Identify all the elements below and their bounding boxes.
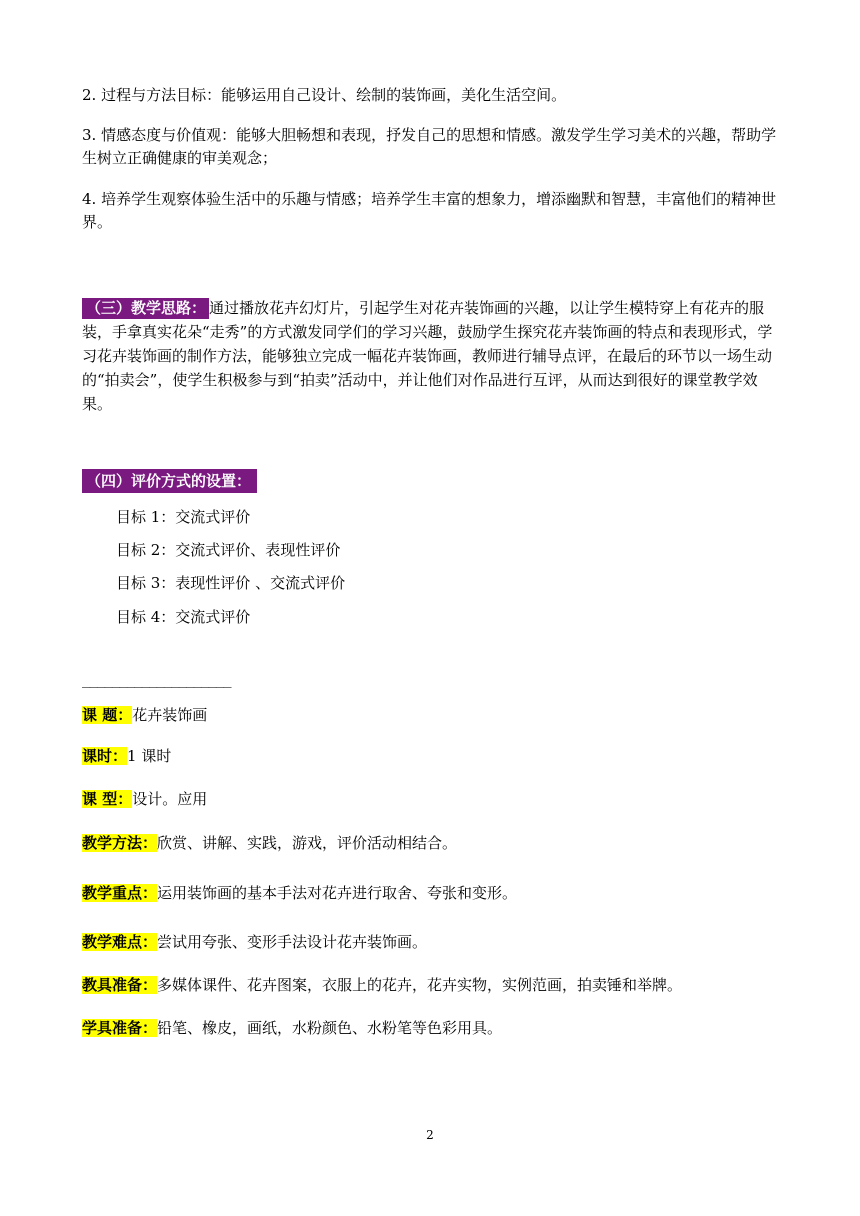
objective-item-3: 3. 情感态度与价值观：能够大胆畅想和表现，抒发自己的思想和情感。激发学生学习美术的兴趣，帮助学生树立正确健康的审美观念；: [82, 126, 777, 167]
evaluation-goal-3: 目标 3：表现性评价 、交流式评价: [116, 574, 346, 592]
teaching-difficulty-value: 尝试用夸张、变形手法设计花卉装饰画。: [157, 933, 428, 951]
lesson-type-value: 设计。应用: [132, 790, 208, 808]
teaching-focus: [82, 882, 517, 904]
teacher-materials: [82, 974, 682, 996]
teaching-difficulty-label: 教学难点：: [82, 933, 158, 951]
lesson-type-label: 课 型：: [82, 790, 133, 808]
student-materials-value: 铅笔、橡皮，画纸，水粉颜色、水粉笔等色彩用具。: [157, 1019, 503, 1037]
teaching-idea-paragraph: [82, 296, 782, 416]
student-materials-label: 学具准备：: [82, 1019, 158, 1037]
lesson-hours-value: 1 课时: [127, 747, 172, 765]
student-materials: [82, 1017, 502, 1039]
teaching-idea-text: 通过播放花卉幻灯片，引起学生对花卉装饰画的兴趣，以让学生模特穿上有花卉的服装，手拿真实花朵“走秀”的方式激发同学们的学习兴趣，鼓励学生探究花卉装饰画的特点和表现形式，学习花卉装饰画的制作方法，能够独立完成一幅花卉装饰画，教师进行辅导点评，在最后的环节以一场生动的“拍卖会”，使学生积极参与到“拍卖”活动中，并让他们对作品进行互评，从而达到很好的课堂教学效果。: [82, 299, 773, 413]
lesson-topic-label: 课 题：: [82, 706, 133, 724]
objective-item-4: 4. 培养学生观察体验生活中的乐趣与情感；培养学生丰富的想象力，增添幽默和智慧，丰富他们的精神世界。: [82, 190, 777, 231]
teaching-focus-label: 教学重点：: [82, 884, 158, 902]
separator-line: ____________________: [82, 672, 231, 688]
lesson-hours-label: 课时：: [82, 747, 128, 765]
teaching-method-label: 教学方法：: [82, 834, 158, 852]
lesson-topic: [82, 704, 207, 726]
lesson-hours: [82, 745, 171, 767]
teaching-focus-value: 运用装饰画的基本手法对花卉进行取舍、夸张和变形。: [157, 884, 518, 902]
lesson-type: [82, 788, 207, 810]
page-number: 2: [426, 1128, 434, 1142]
evaluation-goal-2: 目标 2：交流式评价、表现性评价: [116, 541, 341, 559]
evaluation-heading: （四）评价方式的设置：: [82, 469, 257, 493]
teaching-idea-heading: （三）教学思路：: [82, 298, 209, 319]
evaluation-goal-1: 目标 1：交流式评价: [116, 508, 251, 526]
evaluation-goal-4: 目标 4：交流式评价: [116, 608, 251, 626]
teacher-materials-value: 多媒体课件、花卉图案，衣服上的花卉，花卉实物，实例范画，拍卖锤和举牌。: [157, 976, 683, 994]
teaching-method-value: 欣赏、讲解、实践，游戏，评价活动相结合。: [157, 834, 458, 852]
lesson-topic-value: 花卉装饰画: [132, 706, 208, 724]
evaluation-heading-line: [82, 470, 782, 493]
objective-item-2: 2. 过程与方法目标：能够运用自己设计、绘制的装饰画，美化生活空间。: [82, 86, 567, 104]
teaching-difficulty: [82, 931, 427, 953]
teacher-materials-label: 教具准备：: [82, 976, 158, 994]
teaching-method: [82, 832, 457, 854]
